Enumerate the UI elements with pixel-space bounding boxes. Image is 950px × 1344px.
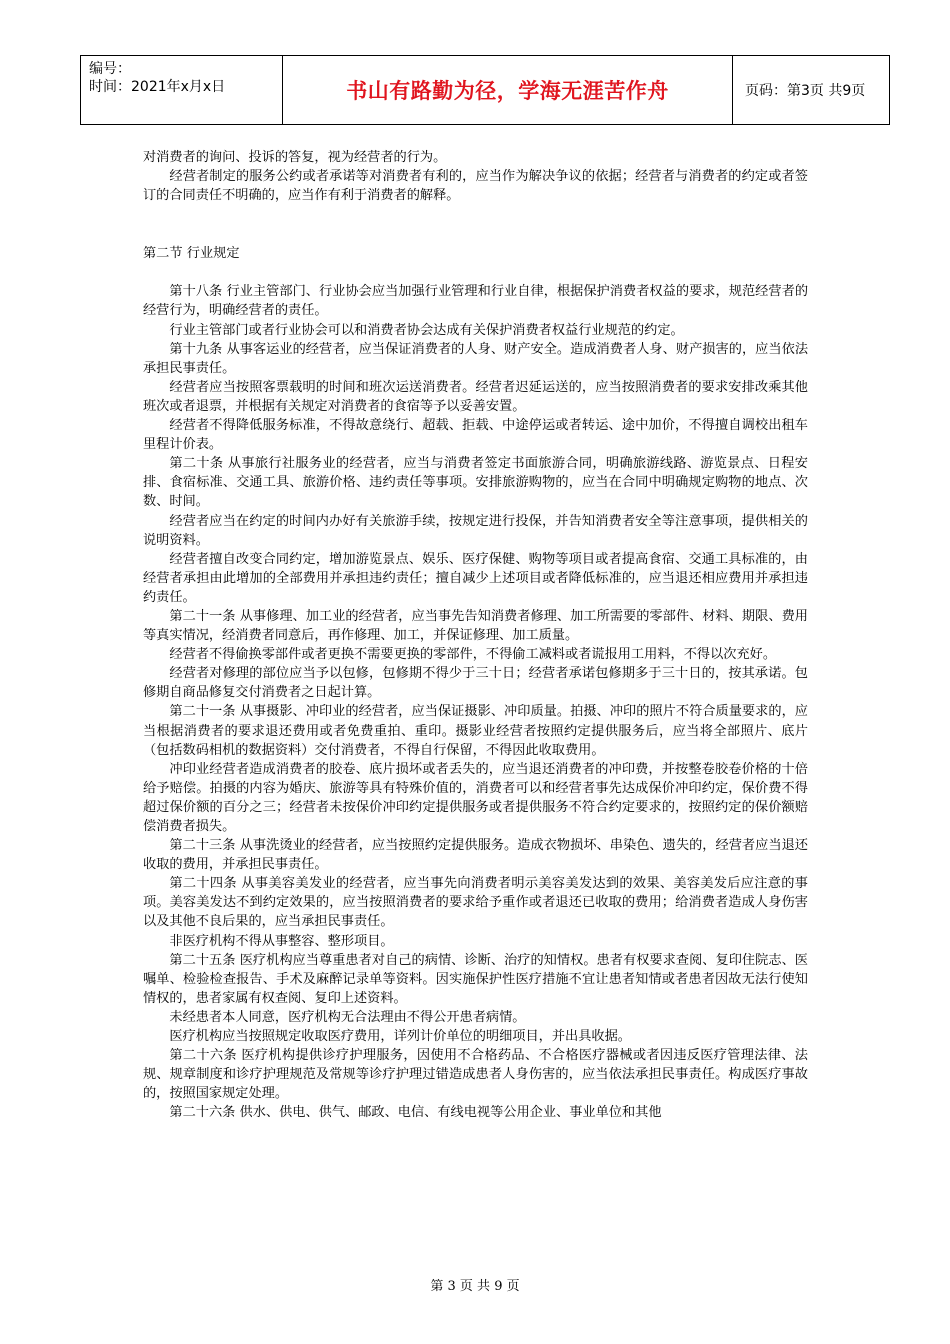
header-motto: 书山有路勤为径，学海无涯苦作舟 bbox=[283, 56, 733, 124]
body-paragraph: 第二十条 从事旅行社服务业的经营者，应当与消费者签定书面旅游合同，明确旅游线路、游览景点、日程安排、食宿标准、交通工具、旅游价格、违约责任等事项。安排旅游购物的，应当在合同中明确规定购物的地点、次数、时间。 bbox=[143, 456, 808, 510]
body-paragraph: 第二十三条 从事洗烫业的经营者，应当按照约定提供服务。造成衣物损坏、串染色、遗失的，经营者应当退还收取的费用，并承担民事责任。 bbox=[143, 838, 808, 873]
body-paragraph: 非医疗机构不得从事整容、整形项目。 bbox=[169, 933, 394, 949]
body-paragraph: 第十九条 从事客运业的经营者，应当保证消费者的人身、财产安全。造成消费者人身、财产损害的，应当依法承担民事责任。 bbox=[143, 341, 809, 376]
body-paragraph: 医疗机构应当按照规定收取医疗费用，详列计价单位的明细项目，并出具收据。 bbox=[169, 1029, 631, 1045]
section-title: 第二节 行业规定 bbox=[143, 246, 240, 262]
body-paragraph: 经营者擅自改变合同约定，增加游览景点、娱乐、医疗保健、购物等项目或者提高食宿、交通工具标准的，由经营者承担由此增加的全部费用并承担违约责任；擅自减少上述项目或者降低标准的，应当退还相应费用并承担违约责任。 bbox=[143, 551, 808, 605]
body-paragraph: 第二十一条 从事摄影、冲印业的经营者，应当保证摄影、冲印质量。拍摄、冲印的照片不符合质量要求的，应当根据消费者的要求退还费用或者免费重拍、重印。摄影业经营者按照约定提供服务后，应当将全部照片、底片（包括数码相机的数据资料）交付消费者，不得自行保留，不得因此收取费用。 bbox=[143, 704, 808, 758]
body-paragraph: 第十八条 行业主管部门、行业协会应当加强行业管理和行业自律，根据保护消费者权益的要求，规范经营者的经营行为，明确经营者的责任。 bbox=[143, 284, 809, 319]
page-footer: 第 3 页 共 9 页 bbox=[430, 1279, 520, 1294]
body-paragraph: 第二十五条 医疗机构应当尊重患者对自己的病情、诊断、治疗的知情权。患者有权要求查阅、复印住院志、医嘱单、检验检查报告、手术及麻醉记录单等资料。因实施保护性医疗措施不宜让患者知情或者患者因故无法行使知情权的，患者家属有权查阅、复印上述资料。 bbox=[143, 952, 808, 1006]
body-paragraph: 经营者制定的服务公约或者承诺等对消费者有利的，应当作为解决争议的依据；经营者与消费者的约定或者签订的合同责任不明确的，应当作有利于消费者的解释。 bbox=[143, 169, 808, 204]
body-paragraph: 冲印业经营者造成消费者的胶卷、底片损坏或者丢失的，应当退还消费者的冲印费，并按整卷胶卷价格的十倍给予赔偿。拍摄的内容为婚庆、旅游等具有特殊价值的，消费者可以和经营者事先达成保价冲印约定，保价费不得超过保价额的百分之三；经营者未按保价冲印约定提供服务或者提供服务不符合约定要求的，按照约定的保价额赔偿消费者损失。 bbox=[143, 761, 808, 834]
body-line: 对消费者的询问、投诉的答复，视为经营者的行为。 bbox=[143, 150, 447, 165]
body-paragraph: 经营者不得降低服务标准，不得故意绕行、超载、拒载、中途停运或者转运、途中加价，不得擅自调校出租车里程计价表。 bbox=[143, 418, 808, 453]
document-number-label: 编号： bbox=[89, 61, 131, 77]
body-paragraph: 第二十六条 供水、供电、供气、邮政、电信、有线电视等公用企业、事业单位和其他 bbox=[169, 1105, 662, 1121]
document-date-label: 时间：2021年x月x日 bbox=[89, 79, 226, 95]
document-body bbox=[143, 148, 808, 1123]
body-paragraph: 经营者应当在约定的时间内办好有关旅游手续，按规定进行投保，并告知消费者安全等注意事项，提供相关的说明资料。 bbox=[143, 513, 808, 548]
body-paragraph: 经营者不得偷换零部件或者更换不需要更换的零部件，不得偷工减料或者谎报用工用料，不得以次充好。 bbox=[169, 647, 777, 663]
body-paragraph: 未经患者本人同意，医疗机构无合法理由不得公开患者病情。 bbox=[169, 1009, 526, 1025]
body-paragraph: 经营者应当按照客票载明的时间和班次运送消费者。经营者迟延运送的，应当按照消费者的要求安排改乘其他班次或者退票，并根据有关规定对消费者的食宿等予以妥善安置。 bbox=[143, 379, 808, 414]
body-paragraph: 经营者对修理的部位应当予以包修，包修期不得少于三十日；经营者承诺包修期多于三十日的，按其承诺。包修期自商品修复交付消费者之日起计算。 bbox=[143, 666, 808, 701]
body-paragraph: 行业主管部门或者行业协会可以和消费者协会达成有关保护消费者权益行业规范的约定。 bbox=[169, 322, 684, 338]
body-paragraph: 第二十四条 从事美容美发业的经营者，应当事先向消费者明示美容美发达到的效果、美容美发后应注意的事项。美容美发达不到约定效果的，应当按照消费者的要求给予重作或者退还已收取的费用；给消费者造成人身伤害以及其他不良后果的，应当承担民事责任。 bbox=[143, 876, 808, 930]
body-paragraph: 第二十一条 从事修理、加工业的经营者，应当事先告知消费者修理、加工所需要的零部件、材料、期限、费用等真实情况，经消费者同意后，再作修理、加工，并保证修理、加工质量。 bbox=[143, 608, 808, 644]
header-meta bbox=[81, 56, 283, 124]
document-header bbox=[80, 55, 890, 125]
body-paragraph: 第二十六条 医疗机构提供诊疗护理服务，因使用不合格药品、不合格医疗器械或者因违反医疗管理法律、法规、规章制度和诊疗护理规范及常规等诊疗护理过错造成患者人身伤害的，应当依法承担民事责任。构成医疗事故的，按照国家规定处理。 bbox=[143, 1048, 808, 1102]
paragraph-list bbox=[143, 282, 808, 1122]
header-page-info: 页码：第3页 共9页 bbox=[745, 83, 866, 99]
